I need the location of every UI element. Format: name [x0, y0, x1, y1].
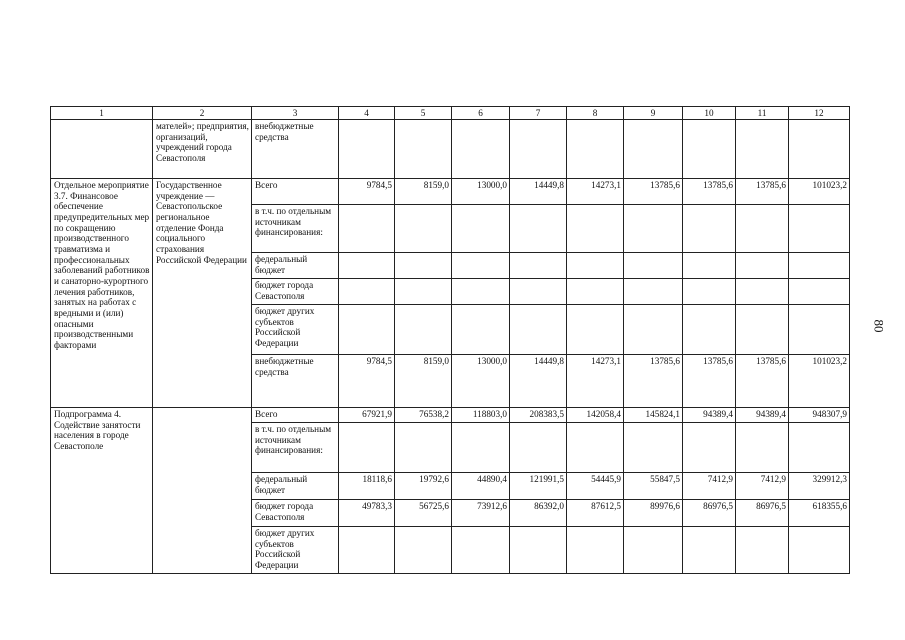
value-cell — [395, 279, 452, 305]
value-cell — [789, 423, 850, 473]
source-cell: бюджет других субъектов Российской Федерации — [252, 305, 339, 355]
value-cell — [395, 423, 452, 473]
value-cell — [736, 279, 789, 305]
source-cell: бюджет города Севастополя — [252, 279, 339, 305]
value-cell: 13785,6 — [624, 355, 683, 408]
value-cell: 618355,6 — [789, 500, 850, 527]
value-cell — [789, 253, 850, 279]
value-cell — [395, 120, 452, 179]
value-cell: 13785,6 — [683, 355, 736, 408]
value-cell — [395, 527, 452, 574]
value-cell — [683, 305, 736, 355]
value-cell — [683, 120, 736, 179]
value-cell — [567, 253, 624, 279]
source-cell: в т.ч. по отдельным источникам финансирования: — [252, 423, 339, 473]
value-cell: 329912,3 — [789, 473, 850, 500]
value-cell: 94389,4 — [683, 408, 736, 423]
page-number: 80 — [871, 319, 887, 333]
value-cell: 86976,5 — [736, 500, 789, 527]
value-cell: 54445,9 — [567, 473, 624, 500]
value-cell — [789, 279, 850, 305]
value-cell — [683, 527, 736, 574]
value-cell: 101023,2 — [789, 355, 850, 408]
value-cell: 121991,5 — [510, 473, 567, 500]
column-header: 4 — [339, 107, 395, 120]
value-cell — [567, 423, 624, 473]
value-cell: 56725,6 — [395, 500, 452, 527]
value-cell — [339, 253, 395, 279]
column-header: 7 — [510, 107, 567, 120]
source-cell: Всего — [252, 179, 339, 205]
value-cell — [567, 527, 624, 574]
value-cell: 87612,5 — [567, 500, 624, 527]
source-cell: бюджет других субъектов Российской Федерации — [252, 527, 339, 574]
value-cell — [452, 279, 510, 305]
measure-cell: Подпрограмма 4. Содействие занятости населения в городе Севастополе — [51, 408, 153, 574]
value-cell — [395, 305, 452, 355]
column-header: 6 — [452, 107, 510, 120]
value-cell — [510, 305, 567, 355]
source-cell: внебюджетные средства — [252, 120, 339, 179]
value-cell: 9784,5 — [339, 355, 395, 408]
value-cell — [452, 423, 510, 473]
column-header: 8 — [567, 107, 624, 120]
value-cell: 76538,2 — [395, 408, 452, 423]
source-cell: в т.ч. по отдельным источникам финансирования: — [252, 205, 339, 253]
value-cell: 18118,6 — [339, 473, 395, 500]
value-cell — [789, 120, 850, 179]
value-cell: 208383,5 — [510, 408, 567, 423]
column-header: 9 — [624, 107, 683, 120]
value-cell — [567, 279, 624, 305]
value-cell — [789, 205, 850, 253]
value-cell: 13785,6 — [624, 179, 683, 205]
value-cell — [452, 305, 510, 355]
value-cell: 67921,9 — [339, 408, 395, 423]
value-cell: 86976,5 — [683, 500, 736, 527]
value-cell — [510, 279, 567, 305]
executor-cell: Государственное учреждение — Севастопольское региональное отделение Фонда социального страхования Российской Федерации — [153, 179, 252, 408]
value-cell — [624, 423, 683, 473]
value-cell: 55847,5 — [624, 473, 683, 500]
table-row — [51, 179, 850, 205]
value-cell — [683, 279, 736, 305]
value-cell — [567, 120, 624, 179]
value-cell — [736, 423, 789, 473]
value-cell: 44890,4 — [452, 473, 510, 500]
value-cell — [624, 305, 683, 355]
column-header: 5 — [395, 107, 452, 120]
value-cell: 13785,6 — [736, 179, 789, 205]
value-cell: 19792,6 — [395, 473, 452, 500]
executor-cell: мателей»; предприятия, организаций, учреждений города Севастополя — [153, 120, 252, 179]
value-cell: 13785,6 — [736, 355, 789, 408]
value-cell — [510, 527, 567, 574]
value-cell: 89976,6 — [624, 500, 683, 527]
source-cell: федеральный бюджет — [252, 473, 339, 500]
value-cell: 13000,0 — [452, 355, 510, 408]
value-cell — [339, 305, 395, 355]
value-cell: 73912,6 — [452, 500, 510, 527]
value-cell: 13000,0 — [452, 179, 510, 205]
value-cell — [510, 120, 567, 179]
value-cell: 7412,9 — [683, 473, 736, 500]
value-cell: 142058,4 — [567, 408, 624, 423]
header-row — [51, 107, 850, 120]
column-header: 11 — [736, 107, 789, 120]
value-cell: 118803,0 — [452, 408, 510, 423]
value-cell: 145824,1 — [624, 408, 683, 423]
value-cell — [567, 205, 624, 253]
measure-cell — [51, 120, 153, 179]
value-cell: 101023,2 — [789, 179, 850, 205]
value-cell: 8159,0 — [395, 355, 452, 408]
value-cell: 14449,8 — [510, 179, 567, 205]
value-cell — [339, 120, 395, 179]
value-cell: 8159,0 — [395, 179, 452, 205]
column-header: 2 — [153, 107, 252, 120]
value-cell: 948307,9 — [789, 408, 850, 423]
value-cell — [789, 527, 850, 574]
table-row — [51, 120, 850, 179]
value-cell — [339, 527, 395, 574]
source-cell: внебюджетные средства — [252, 355, 339, 408]
value-cell: 9784,5 — [339, 179, 395, 205]
value-cell: 14449,8 — [510, 355, 567, 408]
value-cell: 86392,0 — [510, 500, 567, 527]
value-cell — [683, 253, 736, 279]
value-cell — [683, 423, 736, 473]
column-header: 3 — [252, 107, 339, 120]
column-header: 1 — [51, 107, 153, 120]
measure-cell: Отдельное мероприятие 3.7. Финансовое обеспечение предупредительных мер по сокращению производственного травматизма и профессиональных заболеваний работников и санаторно-курортного лечения работников, занятых на работах с вредными и (или) опасными производственными факторами — [51, 179, 153, 408]
value-cell: 94389,4 — [736, 408, 789, 423]
source-cell: бюджет города Севастополя — [252, 500, 339, 527]
value-cell — [736, 120, 789, 179]
value-cell — [624, 527, 683, 574]
column-header: 12 — [789, 107, 850, 120]
value-cell: 7412,9 — [736, 473, 789, 500]
column-header: 10 — [683, 107, 736, 120]
value-cell: 14273,1 — [567, 355, 624, 408]
executor-cell — [153, 408, 252, 574]
value-cell — [567, 305, 624, 355]
value-cell — [624, 279, 683, 305]
value-cell — [395, 205, 452, 253]
value-cell: 14273,1 — [567, 179, 624, 205]
budget-table — [50, 106, 850, 574]
value-cell — [624, 205, 683, 253]
source-cell: федеральный бюджет — [252, 253, 339, 279]
value-cell: 49783,3 — [339, 500, 395, 527]
value-cell — [452, 253, 510, 279]
value-cell — [683, 205, 736, 253]
value-cell — [339, 205, 395, 253]
value-cell — [395, 253, 452, 279]
value-cell — [510, 423, 567, 473]
value-cell — [452, 205, 510, 253]
value-cell — [452, 527, 510, 574]
value-cell: 13785,6 — [683, 179, 736, 205]
value-cell — [736, 205, 789, 253]
value-cell — [339, 423, 395, 473]
value-cell — [624, 253, 683, 279]
value-cell — [510, 253, 567, 279]
value-cell — [736, 527, 789, 574]
value-cell — [510, 205, 567, 253]
value-cell — [339, 279, 395, 305]
value-cell — [624, 120, 683, 179]
value-cell — [736, 305, 789, 355]
value-cell — [736, 253, 789, 279]
value-cell — [452, 120, 510, 179]
value-cell — [789, 305, 850, 355]
source-cell: Всего — [252, 408, 339, 423]
table-row — [51, 408, 850, 423]
